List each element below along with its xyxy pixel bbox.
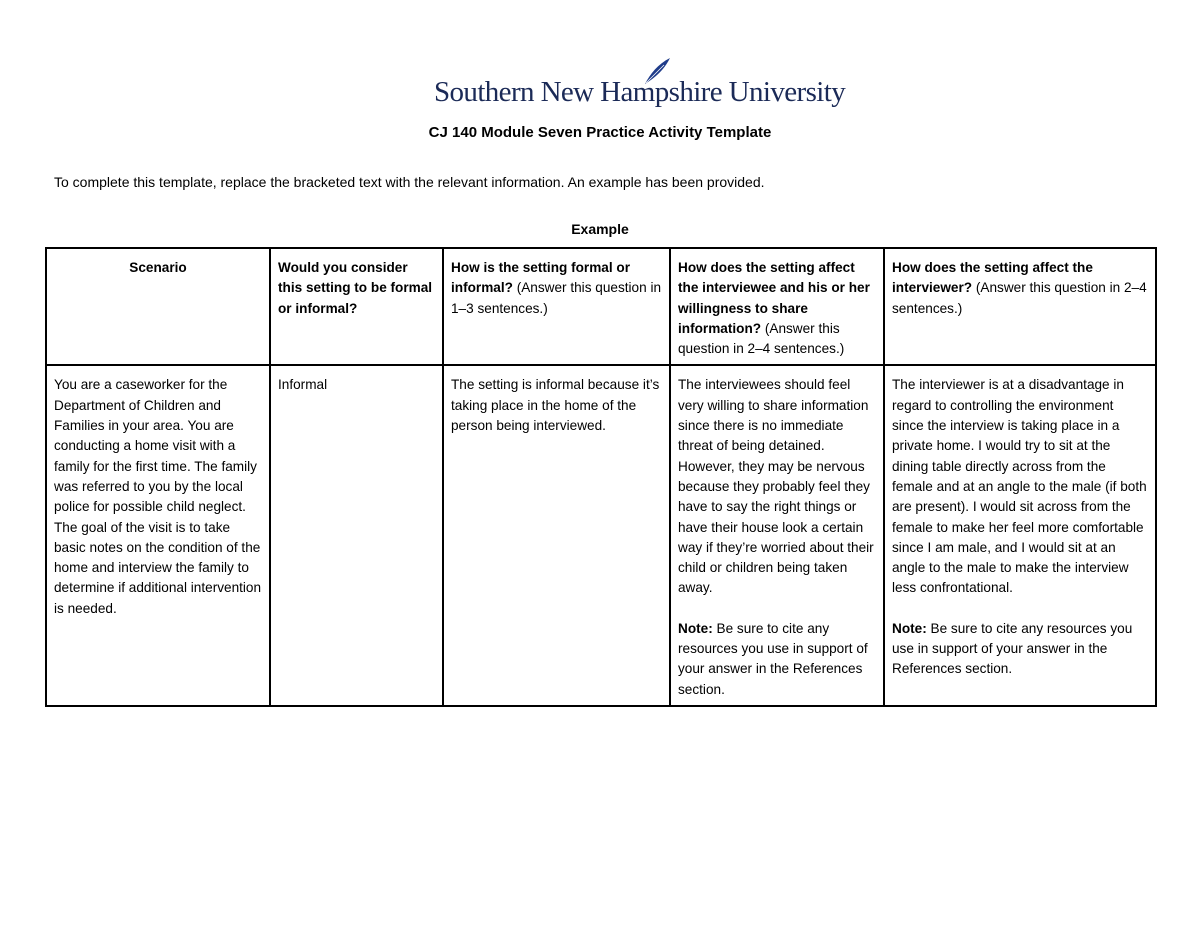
table-header-row (46, 248, 1156, 365)
header-cell-scenario (46, 248, 270, 365)
header-label: Would you consider this setting to be formal or informal? (278, 260, 433, 316)
header-cell-how-formal (443, 248, 670, 365)
cell-interviewer (884, 365, 1156, 705)
table-row (46, 365, 1156, 705)
page-title: CJ 140 Module Seven Practice Activity Template (428, 124, 772, 141)
interviewee-text: The interviewees should feel very willing to share information since there is no immediate threat of being detained. However, they may be nervous because they probably feel they have to say the right things or have their house look a certain way if they’re worried about their child or children being taken away. (678, 377, 874, 596)
logo-text: Southern New Hampshire University (434, 76, 846, 108)
note-text: Be sure to cite any resources you use in support of your answer in the References section. (678, 620, 868, 697)
interviewer-note (892, 619, 1148, 680)
header-label: How does the setting affect the interviewer? (892, 260, 1093, 296)
header-label: How is the setting formal or informal? (451, 260, 631, 296)
header-cell-interviewee (670, 248, 884, 365)
header-label: How does the setting affect the interviewee and his or her willingness to share information? (678, 260, 870, 336)
example-table (45, 247, 1157, 707)
feather-icon (642, 56, 672, 86)
header-label: Scenario (129, 260, 187, 275)
example-heading: Example (571, 221, 629, 237)
header-cell-formality (270, 248, 443, 365)
note-text: Be sure to cite any resources you use in support of your answer in the References section. (892, 620, 1133, 677)
cell-how-formal (443, 365, 670, 705)
university-logo (434, 56, 846, 108)
cell-interviewee (670, 365, 884, 705)
note-label: Note: (892, 620, 927, 636)
header-cell-interviewer (884, 248, 1156, 365)
how-formal-text: The setting is informal because it’s taking place in the home of the person being interviewed. (451, 377, 660, 434)
interviewer-text: The interviewer is at a disadvantage in regard to controlling the environment since the interview is taking place in a private home. I would try to sit at the dining table directly across from the female and at an angle to the male (if both are present). I would sit across from the female to make her feel more comfortable since I am male, and I would sit at an angle to the male to make the interview less confrontational. (892, 377, 1147, 596)
scenario-text: You are a caseworker for the Department of Children and Families in your area. You are conducting a home visit with a family for the first time. The family was referred to you by the local police for possible child neglect. The goal of the visit is to take basic notes on the condition of the home and interview the family to determine if additional intervention is needed. (54, 377, 262, 616)
note-label: Note: (678, 620, 713, 636)
formality-text: Informal (278, 377, 328, 393)
header-instruction: (Answer this question in 2–4 sentences.) (678, 320, 845, 357)
cell-scenario (46, 365, 270, 705)
instructions-text: To complete this template, replace the bracketed text with the relevant information. An example has been provided. (54, 174, 765, 190)
header-instruction: (Answer this question in 1–3 sentences.) (451, 280, 662, 316)
interviewee-note (678, 619, 876, 700)
header-instruction: (Answer this question in 2–4 sentences.) (892, 280, 1147, 316)
cell-formality (270, 365, 443, 705)
